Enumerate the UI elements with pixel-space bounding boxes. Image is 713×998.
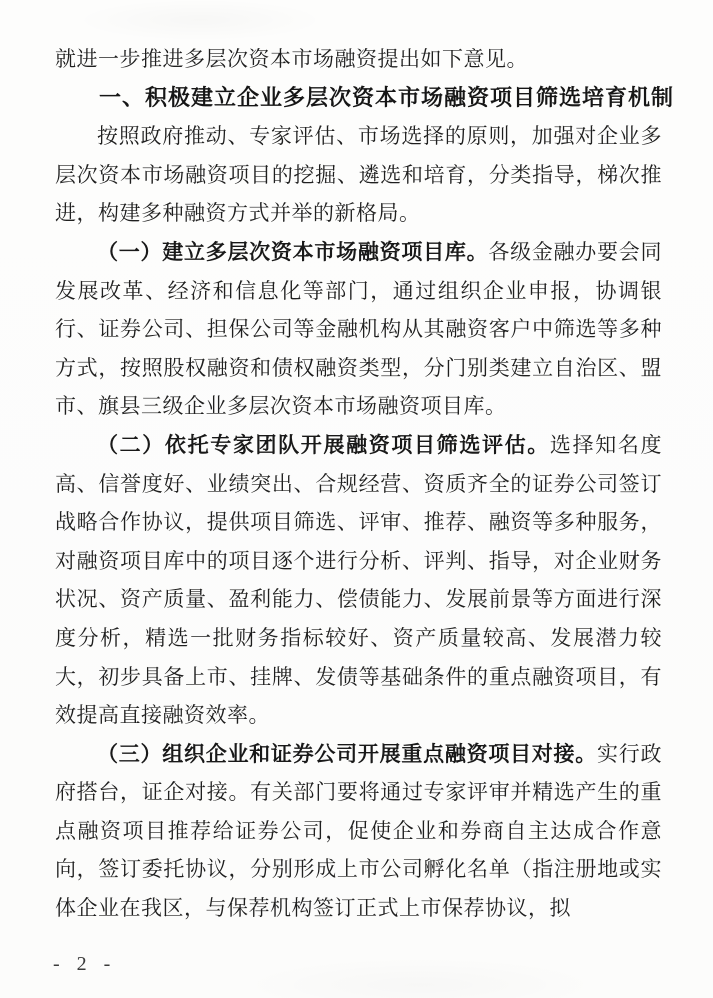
paragraph-item-3 xyxy=(55,735,662,928)
item-3-lead: （三）组织企业和证券公司开展重点融资项目对接。 xyxy=(97,741,598,766)
section-heading: 一、积极建立企业多层次资本市场融资项目筛选培育机制 xyxy=(99,84,675,110)
paragraph-principles: 按照政府推动、专家评估、市场选择的原则，加强对企业多层次资本市场融资项目的挖掘、遴选和培育，分类指导，梯次推进，构建多种融资方式并举的新格局。 xyxy=(55,124,662,226)
paragraph-continuation: 就进一步推进多层次资本市场融资提出如下意见。 xyxy=(55,47,528,71)
paragraph-item-2 xyxy=(55,426,662,735)
item-2-lead: （二）依托专家团队开展融资项目筛选评估。 xyxy=(97,432,550,457)
item-3-body: 实行政府搭台，证企对接。有关部门要将通过专家评审并精选产生的重点融资项目推荐给证券公司，促使企业和券商自主达成合作意向，签订委托协议，分别形成上市公司孵化名单（指注册地或实体企业在我区，与保荐机构签订正式上市保荐协议，拟 xyxy=(55,741,663,921)
document-body xyxy=(55,40,675,928)
paragraph-item-1 xyxy=(55,233,662,426)
item-1-lead: （一）建立多层次资本市场融资项目库。 xyxy=(97,239,489,264)
item-2-body: 选择知名度高、信誉度好、业绩突出、合规经营、资质齐全的证券公司签订战略合作协议，提供项目筛选、评审、推荐、融资等多种服务，对融资项目库中的项目逐个进行分析、评判、指导，对企业财务状况、资产质量、盈利能力、偿债能力、发展前景等方面进行深度分析，精选一批财务指标较好、资产质量较高、发展潜力较大，初步具备上市、挂牌、发债等基础条件的重点融资项目，有效提高直接融资效率。 xyxy=(55,432,663,728)
item-1-body: 各级金融办要会同发展改革、经济和信息化等部门，通过组织企业申报，协调银行、证券公司、担保公司等金融机构从其融资客户中筛选等多种方式，按照股权融资和债权融资类型，分门别类建立自治区、盟市、旗县三级企业多层次资本市场融资项目库。 xyxy=(55,239,663,419)
page-number: - 2 - xyxy=(53,953,117,975)
